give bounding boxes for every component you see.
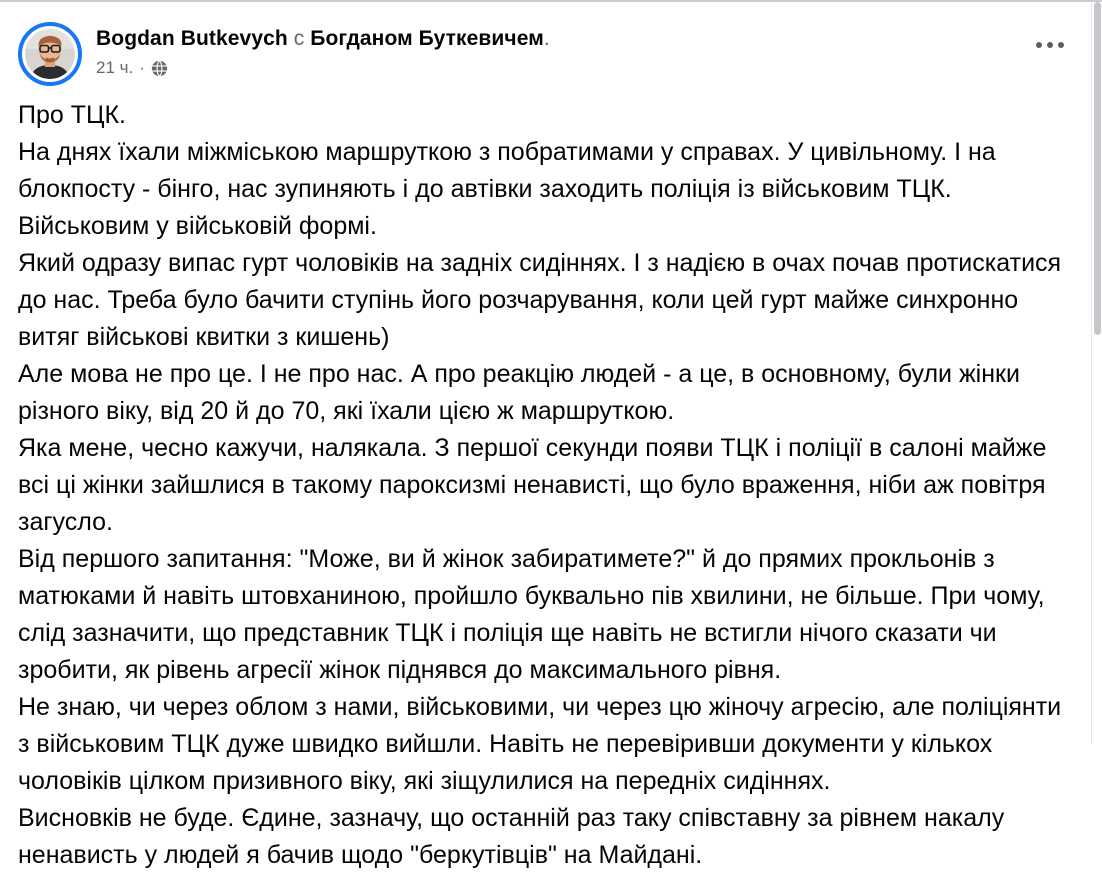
top-divider xyxy=(0,0,1102,2)
author-name-link[interactable]: Bogdan Butkevych xyxy=(96,27,288,50)
author-line xyxy=(96,27,550,51)
post-paragraph: Яка мене, чесно кажучи, налякала. З першої секунди появи ТЦК і поліції в салоні майже всі ці жінки зайшлися в такому пароксизмі ненависті, що було враження, ніби аж повітря загусло. xyxy=(18,434,1047,536)
post-options-button[interactable] xyxy=(1035,34,1065,56)
scrollbar-thumb[interactable] xyxy=(1094,2,1101,335)
meta-separator: · xyxy=(139,58,145,77)
avatar[interactable] xyxy=(18,22,82,86)
globe-public-icon xyxy=(151,60,168,77)
post-paragraph: Висновків не буде. Єдине, зазначу, що останній раз таку співставну за рівнем накалу ненависть у людей я бачив щодо "беркутівців" на Майдані. xyxy=(18,804,1005,869)
profile-photo-illustration xyxy=(25,29,75,79)
ellipsis-icon xyxy=(1036,42,1042,48)
post-paragraph: Від першого запитання: "Може, ви й жінок забиратимете?" й до прямих прокльонів з матюками й навіть штовханиною, пройшло буквально пів хвилини, не більше. При чому, слід зазначити, що представник ТЦК і поліція ще навіть не встигли нічого сказати чи зробити, як рівень агресії жінок піднявся до максимального рівня. xyxy=(18,545,1045,684)
post-paragraph: Про ТЦК. xyxy=(18,101,126,129)
post-text xyxy=(18,97,1068,874)
post-header xyxy=(96,27,550,78)
tagged-name-link[interactable]: Богданом Буткевичем xyxy=(310,27,544,50)
post-paragraph: Який одразу випас гурт чоловіків на задніх сидіннях. І з надією в очах почав протискатися до нас. Треба було бачити ступінь його розчарування, коли цей гурт майже синхронно витяг військові квитки з кишень) xyxy=(18,249,1062,351)
author-line-suffix: . xyxy=(543,27,550,50)
ellipsis-icon xyxy=(1058,42,1064,48)
scrollbar-track[interactable] xyxy=(1091,2,1102,744)
author-connector-text: с xyxy=(293,27,305,50)
timestamp[interactable]: 21 ч. xyxy=(96,58,134,77)
post-paragraph: На днях їхали міжміською маршруткою з побратимами у справах. У цивільному. І на блокпосту - бінго, нас зупиняють і до автівки заходить поліція із військовим ТЦК. Військовим у військовій формі. xyxy=(18,138,996,240)
profile-photo xyxy=(25,29,75,79)
post-paragraph: Не знаю, чи через облом з нами, військовими, чи через цю жіночу агресію, але поліціянти з військовим ТЦК дуже швидко вийшли. Навіть не перевіривши документи у кількох чоловіків цілком призивного віку, які зіщулилися на передніх сидіннях. xyxy=(18,693,1062,795)
ellipsis-icon xyxy=(1047,42,1053,48)
post-meta xyxy=(96,58,550,78)
post-paragraph: Але мова не про це. І не про нас. А про реакцію людей - а це, в основному, були жінки різного віку, від 20 й до 70, які їхали цією ж маршруткою. xyxy=(18,360,1020,425)
